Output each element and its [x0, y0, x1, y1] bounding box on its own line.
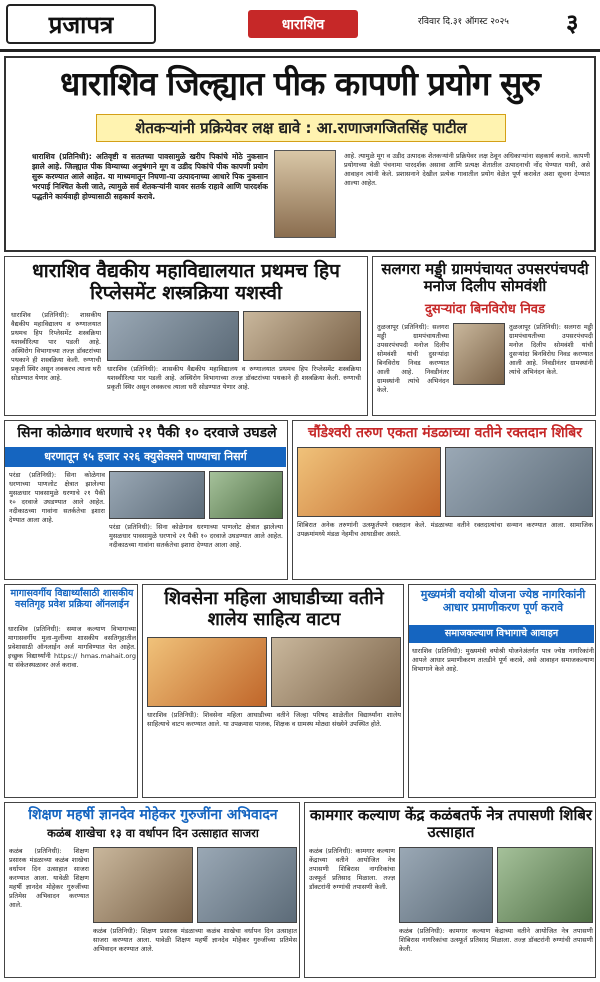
sina-gate-photo	[209, 471, 283, 519]
story-hip-replacement	[4, 256, 368, 416]
hostel-body: धाराशिव (प्रतिनिधी): समाज कल्याण विभागाच्या मागासवर्गीय मुला-मुलींच्या शासकीय वसतिगृहातील प्रवेशासाठी ऑनलाईन अर्ज मागविण्यात येत आहेत. इच्छुक विद्यार्थ्यांनी https:// hmas.mahait.org या संकेतस्थळावर अर्ज करावा.	[8, 625, 136, 669]
eye-camp-body-continued: कळंब (प्रतिनिधी): कामगार कल्याण केंद्राच्या वतीने आयोजित नेत्र तपासणी शिबिरास नागरिकांचा उत्स्फूर्त प्रतिसाद मिळाला. तज्ज्ञ डॉक्टरांनी रुग्णांची तपासणी केली.	[399, 927, 593, 953]
story-hostel-admission	[4, 584, 138, 798]
lead-subhead: शेतकऱ्यांनी प्रक्रियेवर लक्ष द्यावे : आ.राणाजगजितसिंह पाटील	[96, 114, 506, 142]
story-mohekar	[4, 802, 300, 978]
sina-subhead: धरणातून १५ हजार २२६ क्युसेक्सने पाण्याचा निसर्ग	[5, 447, 286, 467]
eye-camp-body: कळंब (प्रतिनिधी): कामगार कल्याण केंद्राच्या वतीने आयोजित नेत्र तपासणी शिबिरास नागरिकांचा उत्स्फूर्त प्रतिसाद मिळाला. तज्ज्ञ डॉक्टरांनी रुग्णांची तपासणी केली.	[309, 847, 395, 891]
masthead	[0, 0, 600, 52]
story-salgara	[372, 256, 596, 416]
salgara-portrait	[453, 323, 505, 385]
story-blood-donation	[292, 420, 596, 580]
sina-headline: सिना कोळेगाव धरणाचे २१ पैकी १० दरवाजे उघडले	[17, 425, 277, 441]
hip-body-continued: धाराशिव (प्रतिनिधी): शासकीय वैद्यकीय महाविद्यालय व रुग्णालयात प्रथमच हिप रिप्लेसमेंट शस्त्रक्रिया यशस्वीरित्या पार पडली आहे. अस्थिरोग विभागाच्या तज्ज्ञ डॉक्टरांच्या पथकाने ही शस्त्रक्रिया केली. रुग्णाची प्रकृती स्थिर असून लवकरच त्याला घरी सोडण्यात येणार आहे.	[107, 365, 361, 391]
blood-donation-headline: चौंडेश्वरी तरुण एकता मंडळाच्या वतीने रक्तदान शिबिर	[307, 425, 583, 441]
blood-donation-body: शिबिरात अनेक तरुणांनी उत्स्फूर्तपणे रक्तदान केले. मंडळाच्या वतीने रक्तदात्यांचा सन्मान करण्यात आला. सामाजिक उपक्रमांमध्ये मंडळ नेहमीच आघाडीवर असते.	[297, 521, 593, 538]
newspaper-logo: प्रजापत्र	[6, 4, 156, 44]
mohekar-subhead: कळंब शाखेचा १३ वा वर्धापन दिन उत्साहात साजरा	[47, 826, 259, 840]
story-eye-camp	[304, 802, 596, 978]
shivsena-body: धाराशिव (प्रतिनिधी): शिवसेना महिला आघाडीच्या वतीने जिल्हा परिषद शाळेतील विद्यार्थ्यांना शालेय साहित्याचे वाटप करण्यात आले. या उपक्रमास पालक, शिक्षक व ग्रामस्थ मोठ्या संख्येने उपस्थित होते.	[147, 711, 401, 728]
mohekar-headline: शिक्षण महर्षी ज्ञानदेव मोहेकर गुरुजींना अभिवादन	[28, 807, 278, 823]
story-vayoshri	[408, 584, 596, 798]
vayoshri-body: धाराशिव (प्रतिनिधी): मुख्यमंत्री वयोश्री योजनेअंतर्गत पात्र ज्येष्ठ नागरिकांनी आपले आधार प्रमाणीकरण तातडीने पूर्ण करावे, असे आवाहन समाजकल्याण विभागाने केले आहे.	[412, 647, 594, 673]
lead-photo	[274, 150, 336, 238]
salgara-headline: सलगरा मड्डी ग्रामपंचायत उपसरपंचपदी मनोज दिलीप सोमवंशी	[381, 260, 589, 296]
hip-photo-2	[243, 311, 361, 361]
salgara-body: तुळजापूर (प्रतिनिधी): सलगरा मड्डी ग्रामपंचायतीच्या उपसरपंचपदी मनोज दिलीप सोमवंशी यांची दुसऱ्यांदा बिनविरोध निवड करण्यात आली आहे. निवडीनंतर ग्रामस्थांनी त्यांचे अभिनंदन केले.	[377, 323, 449, 394]
hip-photo-1	[107, 311, 239, 361]
eye-camp-headline: कामगार कल्याण केंद्र कळंबतर्फे नेत्र तपासणी शिबिर उत्साहात	[309, 806, 593, 842]
issue-date: रविवार दि.३१ ऑगस्ट २०२५	[418, 17, 509, 27]
blood-donation-photo-2	[445, 447, 593, 517]
sina-body-continued: परंडा (प्रतिनिधी): सिना कोळेगाव धरणाच्या पाणलोट क्षेत्रात झालेल्या मुसळधार पावसामुळे धरणाचे २१ पैकी १० दरवाजे उघडण्यात आले आहेत. नदीकाठच्या गावांना सतर्कतेचा इशारा देण्यात आला आहे.	[109, 523, 283, 549]
salgara-subhead: दुसऱ्यांदा बिनविरोध निवड	[425, 302, 545, 317]
lead-intro: धाराशिव (प्रतिनिधी): अतिवृष्टी व सततच्या पावसामुळे खरीप पिकांचे मोठे नुकसान झाले आहे. जिल्ह्यात पीक विम्याच्या अनुषंगाने मूग व उडीद पिकांचे पीक कापणी प्रयोग सुरू करण्यात आले आहेत. या माध्यमातून निघणा-या उत्पादनाच्या आधारे पिक नुकसान भरपाई निश्चित केली जाते, त्यामुळे सर्व शेतकऱ्यांनी यावर सतर्क राहावे आणि पारदर्शक पद्धतीने कार्यवाही होण्यासाठी सहकार्य करावे.	[32, 152, 268, 201]
shivsena-photo-1	[147, 637, 267, 707]
mohekar-body: कळंब (प्रतिनिधी): शिक्षण प्रसारक मंडळाच्या कळंब शाखेचा वर्धापन दिन उत्साहात साजरा करण्यात आला. यावेळी शिक्षण महर्षी ज्ञानदेव मोहेकर गुरुजींच्या प्रतिमेस अभिवादन करण्यात आले.	[9, 847, 89, 909]
story-sina-dam	[4, 420, 288, 580]
sina-dam-photo	[109, 471, 205, 519]
mohekar-photo-2	[197, 847, 297, 923]
shivsena-photo-2	[271, 637, 401, 707]
blood-donation-photo-1	[297, 447, 441, 517]
page-number: ३	[566, 9, 579, 37]
lead-body: आहे. त्यामुळे मूग व उडीद उत्पादक शेतकऱ्यांनी प्रक्रियेवर लक्ष ठेवून अधिकाऱ्यांना सहकार्य करावे. कापणी प्रयोगाच्या वेळी पंचनामा पारदर्शक असावा आणि प्रत्यक्ष शेतातील उत्पादनाची नोंद घेण्यात यावी, असे आवाहन त्यांनी केले. प्रशासनाने देखील प्रत्येक गावातील प्रयोग वेळेत पूर्ण करावेत अशा सूचना देण्यात आल्या आहेत.	[344, 152, 590, 187]
shivsena-headline: शिवसेना महिला आघाडीच्या वतीने शालेय साहित्य वाटप	[164, 588, 384, 630]
salgara-body-continued: तुळजापूर (प्रतिनिधी): सलगरा मड्डी ग्रामपंचायतीच्या उपसरपंचपदी मनोज दिलीप सोमवंशी यांची दुसऱ्यांदा बिनविरोध निवड करण्यात आली आहे. निवडीनंतर ग्रामस्थांनी त्यांचे अभिनंदन केले.	[509, 323, 593, 376]
mohekar-body-continued: कळंब (प्रतिनिधी): शिक्षण प्रसारक मंडळाच्या कळंब शाखेचा वर्धापन दिन उत्साहात साजरा करण्यात आला. यावेळी शिक्षण महर्षी ज्ञानदेव मोहेकर गुरुजींच्या प्रतिमेस अभिवादन करण्यात आले.	[93, 927, 297, 953]
lead-headline: धाराशिव जिल्ह्यात पीक कापणी प्रयोग सुरु	[59, 64, 540, 103]
hip-body: धाराशिव (प्रतिनिधी): शासकीय वैद्यकीय महाविद्यालय व रुग्णालयात प्रथमच हिप रिप्लेसमेंट शस्त्रक्रिया यशस्वीरित्या पार पडली आहे. अस्थिरोग विभागाच्या तज्ज्ञ डॉक्टरांच्या पथकाने ही शस्त्रक्रिया केली. रुग्णाची प्रकृती स्थिर असून लवकरच त्याला घरी सोडण्यात येणार आहे.	[11, 311, 101, 382]
section-label: धाराशिव	[248, 10, 358, 38]
lead-story	[4, 56, 596, 252]
hostel-headline: मागासवर्गीय विद्यार्थ्यांसाठी शासकीय वसतिगृह प्रवेश प्रक्रिया ऑनलाईन	[10, 588, 134, 610]
eye-camp-photo-1	[399, 847, 493, 923]
eye-camp-photo-2	[497, 847, 593, 923]
mohekar-photo-1	[93, 847, 193, 923]
vayoshri-subhead: समाजकल्याण विभागाचे आवाहन	[409, 625, 594, 643]
hip-headline: धाराशिव वैद्यकीय महाविद्यालयात प्रथमच हिप रिप्लेसमेंट शस्त्रक्रिया यशस्वी	[32, 260, 340, 304]
story-shivsena	[142, 584, 404, 798]
sina-body: परंडा (प्रतिनिधी): सिना कोळेगाव धरणाच्या पाणलोट क्षेत्रात झालेल्या मुसळधार पावसामुळे धरणाचे २१ पैकी १० दरवाजे उघडण्यात आले आहेत. नदीकाठच्या गावांना सतर्कतेचा इशारा देण्यात आला आहे.	[9, 471, 105, 524]
vayoshri-headline: मुख्यमंत्री वयोश्री योजना ज्येष्ठ नागरिकांनी आधार प्रमाणीकरण पूर्ण करावे	[420, 588, 586, 614]
